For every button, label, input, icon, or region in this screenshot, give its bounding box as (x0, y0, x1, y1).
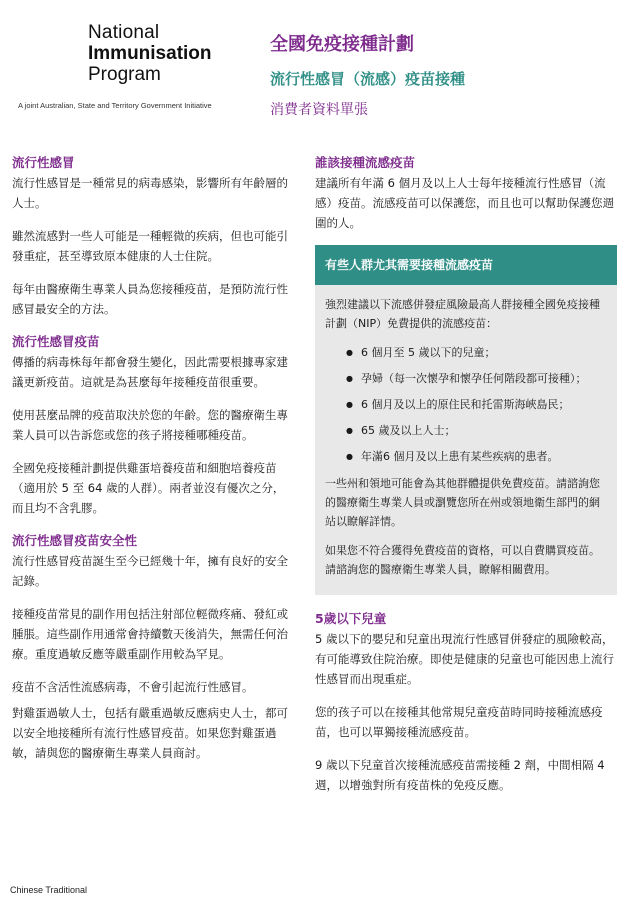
list-item: ● 6 個月及以上的原住民和托雷斯海峽島民； (361, 395, 605, 414)
left-column (12, 153, 290, 776)
nip-logo (88, 22, 212, 85)
document-type: 消費者資料單張 (270, 102, 368, 118)
section-heading-safety: 流行性感冒疫苗安全性 (12, 533, 138, 548)
section-heading-under-5: 5歲以下兒童 (315, 611, 387, 626)
paragraph: 9 歲以下兒童首次接種流感疫苗需接種 2 劑，中間相隔 4 週，以增強對所有疫苗株的免疫反應。 (315, 758, 605, 792)
document-title: 全國免疫接種計劃 (270, 34, 414, 55)
paragraph: 使用甚麼品牌的疫苗取決於您的年齡。您的醫療衛生專業人員可以告訴您或您的孩子將接種哪種疫苗。 (12, 408, 288, 442)
right-column (315, 153, 617, 808)
priority-groups-box (315, 245, 617, 595)
list-item: ● 6 個月至 5 歲以下的兒童； (361, 343, 605, 362)
paragraph: 傳播的病毒株每年都會發生變化，因此需要根據專家建議更新疫苗。這就是為甚麼每年接種疫苗很重要。 (12, 355, 288, 389)
list-item: ● 65 歲及以上人士； (361, 421, 605, 440)
box-intro: 強烈建議以下流感併發症風險最高人群接種全國免疫接種計劃（NIP）免費提供的流感疫苗： (325, 298, 600, 330)
paragraph: 流行性感冒疫苗誕生至今已經幾十年，擁有良好的安全記錄。 (12, 554, 288, 588)
priority-groups-list (315, 343, 617, 466)
box-paragraph: 一些州和領地可能會為其他群體提供免費疫苗。請諮詢您的醫療衛生專業人員或瀏覽您所在州或領地衛生部門的網站以瞭解詳情。 (325, 477, 600, 528)
paragraph: 您的孩子可以在接種其他常規兒童疫苗時同時接種流感疫苗，也可以單獨接種流感疫苗。 (315, 705, 603, 739)
logo-line-3: Program (88, 64, 161, 85)
section-heading-influenza: 流行性感冒 (12, 155, 75, 170)
paragraph: 全國免疫接種計劃提供雞蛋培養疫苗和細胞培養疫苗（適用於 5 至 64 歲的人群）。兩者並沒有優次之分，而且均不含乳膠。 (12, 461, 285, 515)
list-item: ● 年滿6 個月及以上患有某些疾病的患者。 (361, 447, 605, 466)
section-heading-who: 誰該接種流感疫苗 (315, 155, 416, 170)
paragraph: 接種疫苗常見的副作用包括注射部位輕微疼痛、發紅或腫脹。這些副作用通常會持續數天後消失，無需任何治療。重度過敏反應等嚴重副作用較為罕見。 (12, 607, 288, 661)
paragraph: 雖然流感對一些人可能是一種輕微的疾病，但也可能引發重症，甚至導致原本健康的人士住院。 (12, 229, 288, 263)
paragraph: 5 歲以下的嬰兒和兒童出現流行性感冒併發症的風險較高，有可能導致住院治療。即使是健康的兒童也可能因患上流行性感冒而出現重症。 (315, 632, 614, 686)
paragraph: 疫苗不含活性流感病毒，不會引起流行性感冒。 (12, 680, 254, 694)
logo-tagline: A joint Australian, State and Territory Government Initiative (18, 101, 212, 110)
paragraph: 建議所有年滿 6 個月及以上人士每年接種流行性感冒（流感）疫苗。流感疫苗可以保護您，而且也可以幫助保護您週圍的人。 (315, 176, 614, 230)
list-item: ● 孕婦（每一次懷孕和懷孕任何階段都可接種）； (361, 369, 605, 388)
document-subtitle: 流行性感冒（流感）疫苗接種 (270, 70, 466, 88)
logo-line-1: National (88, 22, 160, 43)
section-heading-vaccine: 流行性感冒疫苗 (12, 334, 100, 349)
paragraph: 對雞蛋過敏人士，包括有嚴重過敏反應病史人士，都可以安全地接種所有流行性感冒疫苗。如果您對雞蛋過敏，請與您的醫療衛生專業人員商討。 (12, 706, 288, 760)
box-title: 有些人群尤其需要接種流感疫苗 (315, 245, 617, 285)
language-label: Chinese Traditional (10, 885, 88, 895)
logo-line-2: Immunisation (88, 43, 212, 64)
paragraph: 每年由醫療衛生專業人員為您接種疫苗，是預防流行性感冒最安全的方法。 (12, 282, 288, 316)
box-paragraph: 如果您不符合獲得免費疫苗的資格，可以自費購買疫苗。請諮詢您的醫療衛生專業人員，瞭解相關費用。 (325, 544, 600, 576)
paragraph: 流行性感冒是一種常見的病毒感染，影響所有年齡層的人士。 (12, 176, 288, 210)
